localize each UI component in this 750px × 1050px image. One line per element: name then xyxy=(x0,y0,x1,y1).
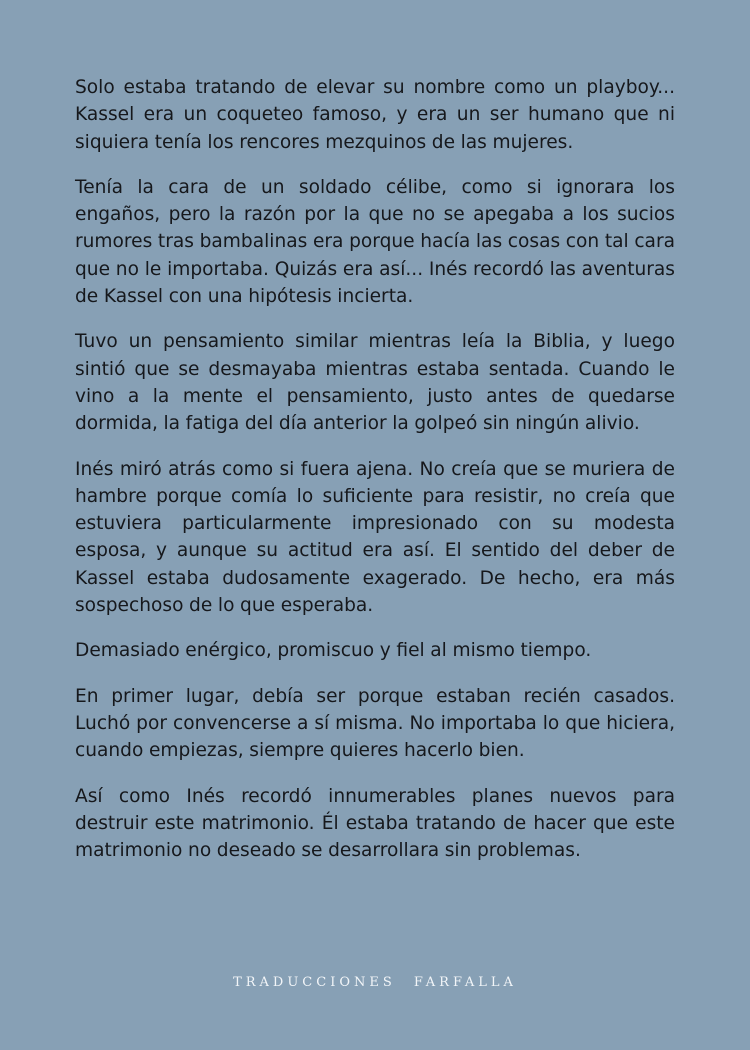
paragraph-4: Inés miró atrás como si fuera ajena. No creía que se muriera de hambre porque comía lo suficiente para resistir, no creía que estuviera particularmente impresionado con su modesta esposa, y aunque su actitud era así. El sentido del deber de Kassel estaba dudosamente exagerado. De hecho, era más sospechoso de lo que esperaba. xyxy=(75,458,675,617)
translator-credit: TRADUCCIONES FARFALLA xyxy=(233,975,517,990)
paragraph-6: En primer lugar, debía ser porque estaban recién casados. Luchó por convencerse a sí misma. No importaba lo que hiciera, cuando empiezas, siempre quieres hacerlo bien. xyxy=(75,685,675,762)
paragraph-5: Demasiado enérgico, promiscuo y fiel al mismo tiempo. xyxy=(75,640,592,662)
paragraph-2: Tenía la cara de un soldado célibe, como si ignorara los engaños, pero la razón por la que no se apegaba a los sucios rumores tras bambalinas era porque hacía las cosas con tal cara que no le importaba. Quizás era así... Inés recordó las aventuras de Kassel con una hipótesis incierta. xyxy=(75,176,675,308)
page-body xyxy=(75,74,675,882)
paragraph-1: Solo estaba tratando de elevar su nombre como un playboy... Kassel era un coqueteo famoso, y era un ser humano que ni siquiera tenía los rencores mezquinos de las mujeres. xyxy=(75,77,675,153)
paragraph-3: Tuvo un pensamiento similar mientras leía la Biblia, y luego sintió que se desmayaba mientras estaba sentada. Cuando le vino a la mente el pensamiento, justo antes de quedarse dormida, la fatiga del día anterior la golpeó sin ningún alivio. xyxy=(75,331,675,435)
paragraph-7: Así como Inés recordó innumerables planes nuevos para destruir este matrimonio. Él estaba tratando de hacer que este matrimonio no deseado se desarrollara sin problemas. xyxy=(75,785,675,862)
